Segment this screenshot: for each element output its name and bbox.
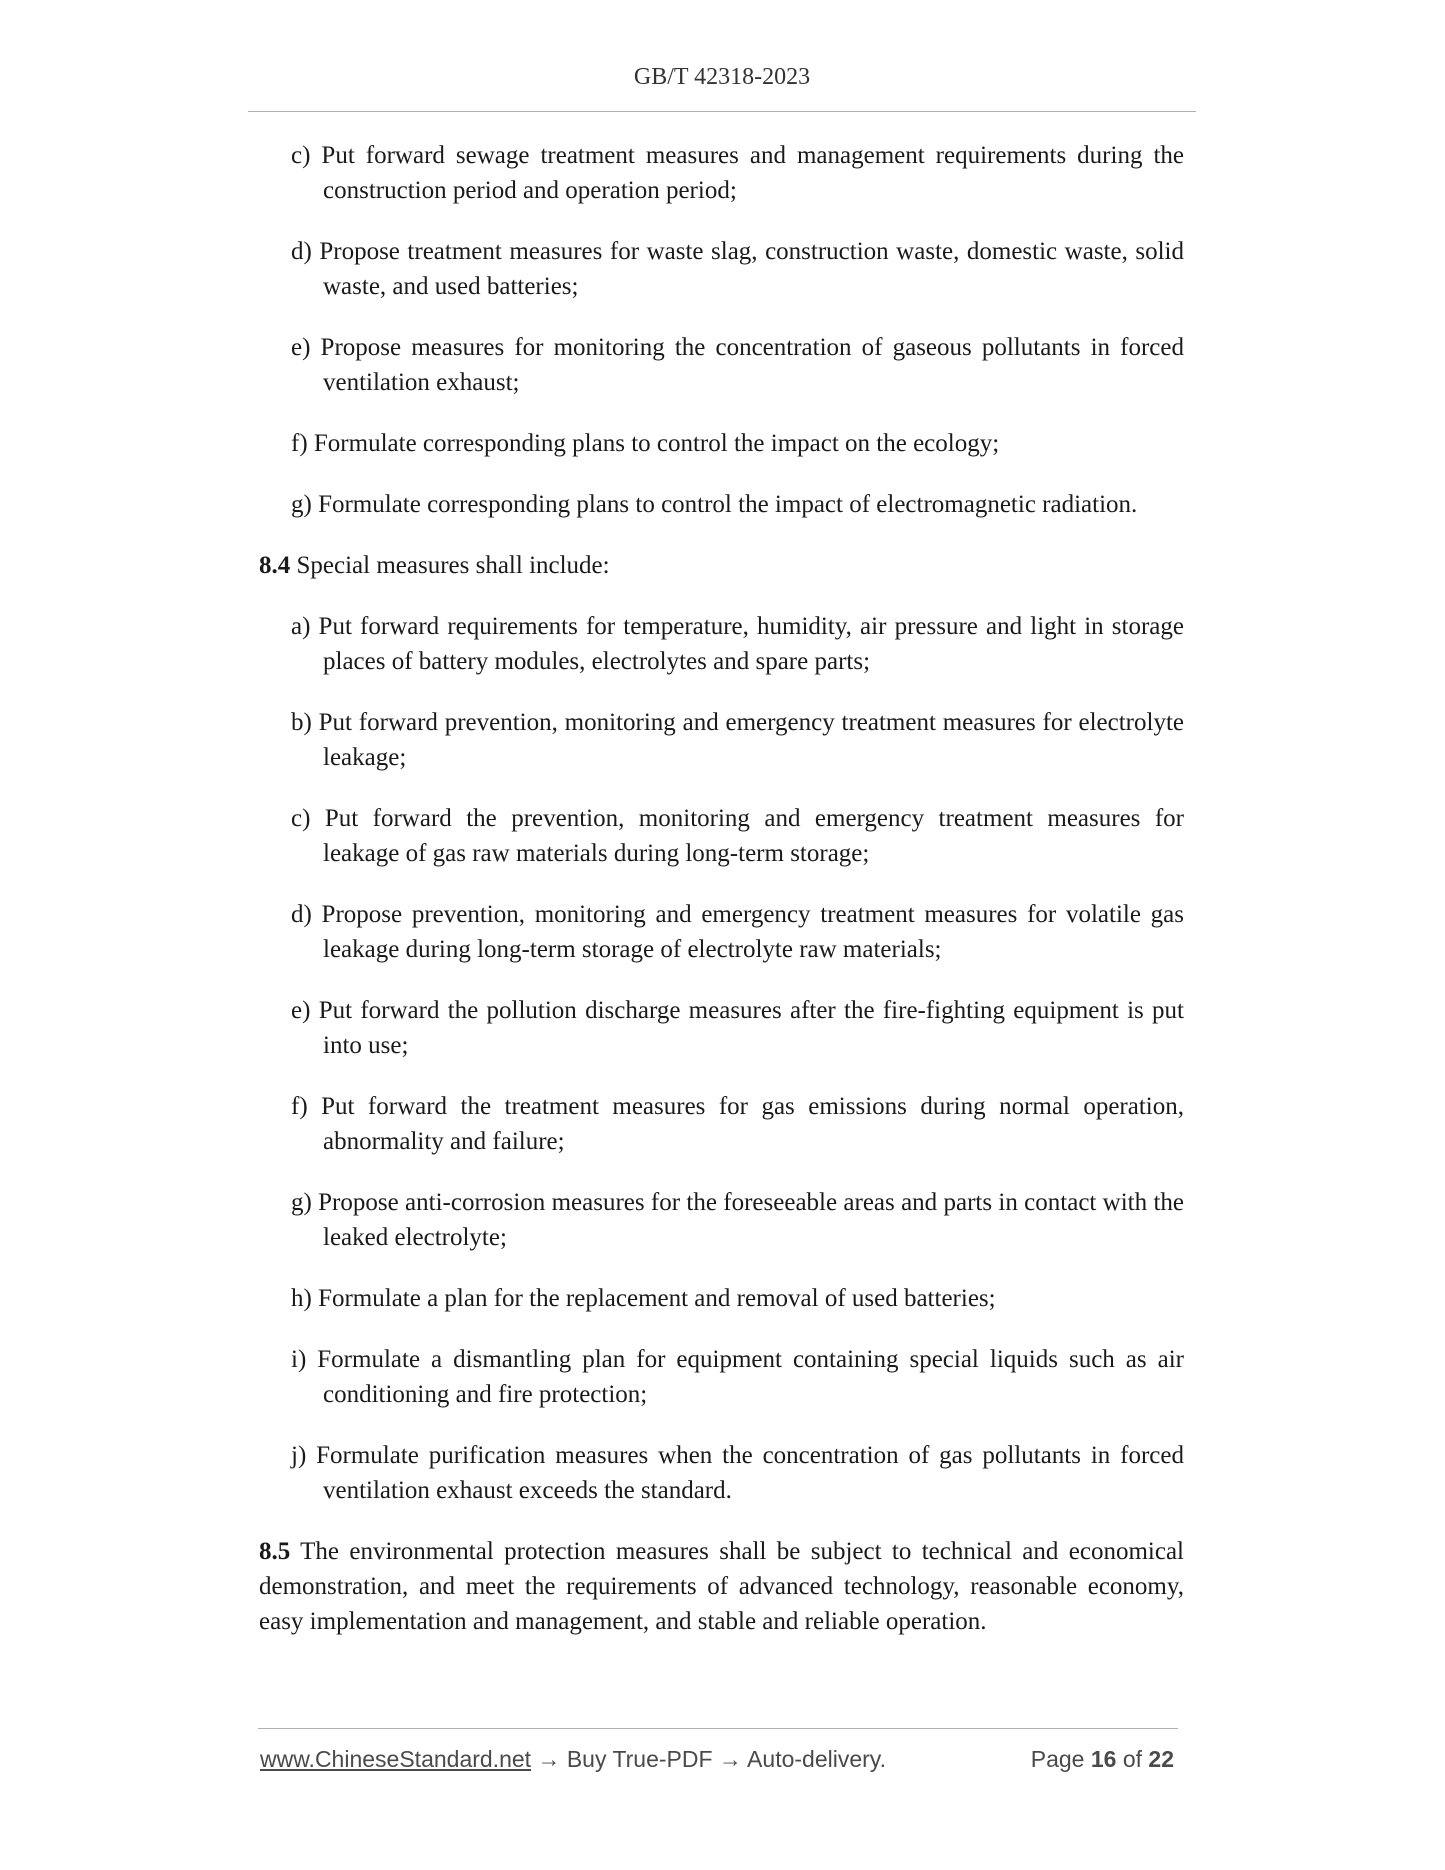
section-text: Special measures shall include:: [290, 552, 610, 579]
list-item-d: d) Propose treatment measures for waste slag, construction waste, domestic waste, solid waste, and used batteries;: [291, 238, 1184, 300]
list-item-j: j) Formulate purification measures when the concentration of gas pollutants in forced ventilation exhaust exceeds the standard.: [291, 1442, 1184, 1504]
list-item-h: h) Formulate a plan for the replacement and removal of used batteries;: [291, 1285, 996, 1312]
list-item-g: g) Formulate corresponding plans to control the impact of electromagnetic radiation.: [291, 491, 1138, 518]
list-item-e: e) Propose measures for monitoring the concentration of gaseous pollutants in forced ventilation exhaust;: [291, 334, 1184, 396]
section-8-4-heading: [259, 548, 1184, 583]
page-indicator: [1031, 1746, 1174, 1773]
list-item-a: a) Put forward requirements for temperature, humidity, air pressure and light in storage places of battery modules, electrolytes and spare parts;: [291, 613, 1184, 675]
website-link[interactable]: www.ChineseStandard.net: [260, 1746, 532, 1772]
page-footer: [260, 1746, 1180, 1773]
list-item-e: e) Put forward the pollution discharge measures after the fire-fighting equipment is put into use;: [291, 997, 1184, 1059]
section-8-5: [259, 1534, 1184, 1639]
page-current: 16: [1090, 1746, 1117, 1772]
page-total: 22: [1148, 1746, 1174, 1772]
section-8-4-list: [259, 609, 1184, 1508]
page-header: GB/T 42318-2023: [633, 64, 811, 90]
list-item-f: f) Put forward the treatment measures for gas emissions during normal operation, abnormality and failure;: [291, 1093, 1184, 1155]
list-item-i: i) Formulate a dismantling plan for equipment containing special liquids such as air conditioning and fire protection;: [291, 1346, 1184, 1408]
section-number: 8.4: [259, 552, 291, 579]
footer-divider: [258, 1728, 1178, 1729]
list-item-g: g) Propose anti-corrosion measures for the foreseeable areas and parts in contact with the leaked electrolyte;: [291, 1189, 1184, 1251]
header-divider: [248, 111, 1196, 112]
page-label: Page: [1030, 1746, 1091, 1772]
section-number: 8.5: [259, 1538, 291, 1565]
footer-tagline: → Buy True-PDF → Auto-delivery.: [531, 1746, 886, 1772]
list-item-d: d) Propose prevention, monitoring and emergency treatment measures for volatile gas leakage during long-term storage of electrolyte raw materials;: [291, 901, 1184, 963]
list-item-b: b) Put forward prevention, monitoring and emergency treatment measures for electrolyte leakage;: [291, 709, 1184, 771]
list-item-f: f) Formulate corresponding plans to control the impact on the ecology;: [291, 430, 1000, 457]
list-item-c: c) Put forward sewage treatment measures and management requirements during the construction period and operation period;: [291, 142, 1184, 204]
page-of: of: [1116, 1746, 1149, 1772]
list-item-c: c) Put forward the prevention, monitoring and emergency treatment measures for leakage of gas raw materials during long-term storage;: [291, 805, 1184, 867]
section-text: The environmental protection measures shall be subject to technical and economical demonstration, and meet the requirements of advanced technology, reasonable economy, easy implementation and management, and stable and reliable operation.: [259, 1538, 1184, 1635]
document-body: [259, 138, 1184, 1665]
list-continued: [259, 138, 1184, 522]
